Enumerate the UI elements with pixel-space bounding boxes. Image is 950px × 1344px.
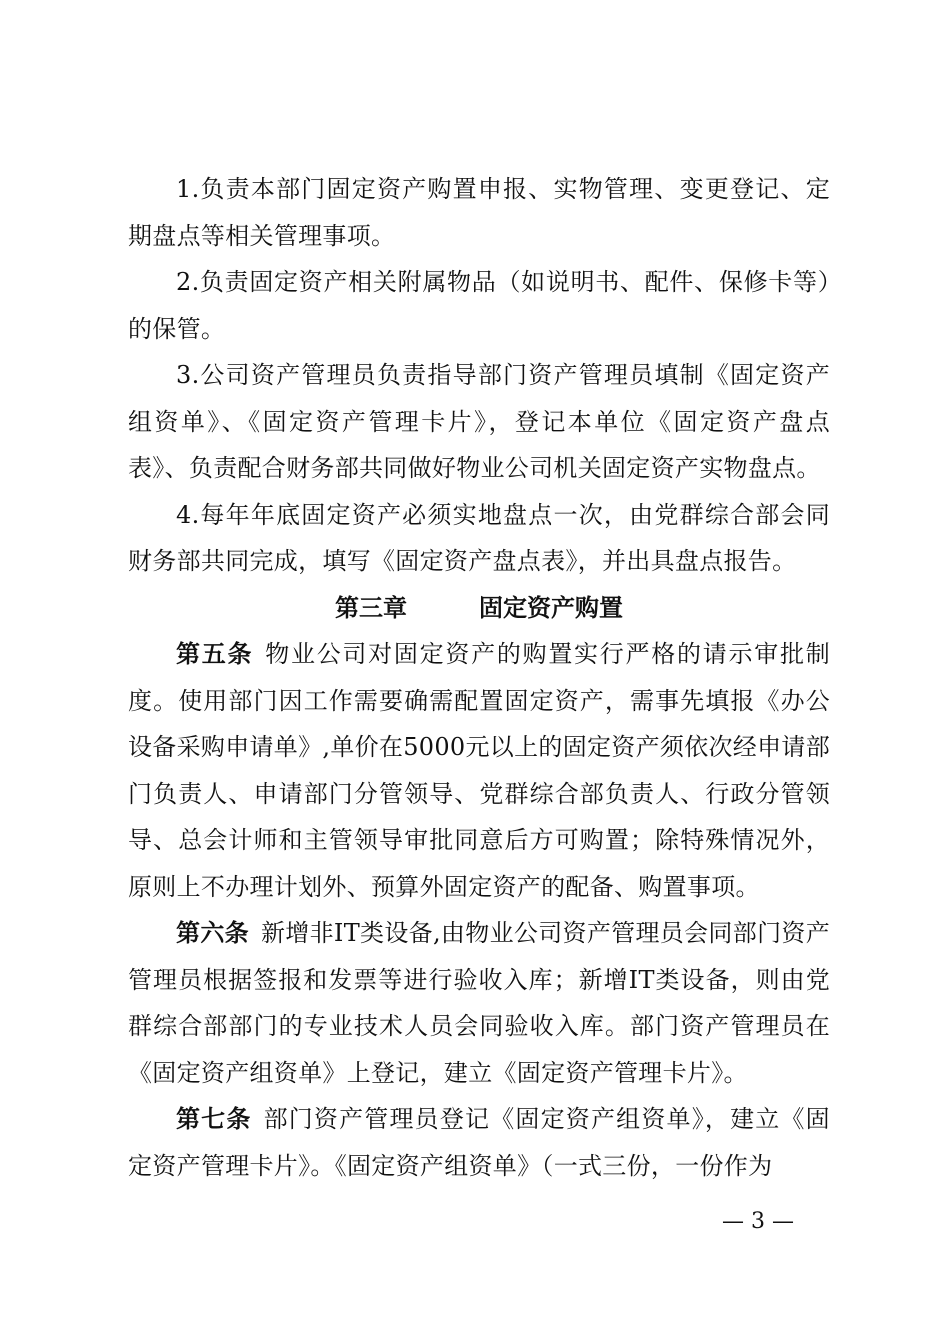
document-body bbox=[128, 166, 830, 1189]
article-text: 部门资产管理员登记《固定资产组资单》，建立《固定资产管理卡片》。《固定资产组资单》（一式三份，一份作为 bbox=[128, 1105, 830, 1180]
chapter-title: 固定资产购置 bbox=[479, 593, 623, 622]
article-6 bbox=[128, 910, 830, 1096]
page-number: — 3 — bbox=[722, 1209, 794, 1234]
article-5 bbox=[128, 631, 830, 910]
article-7 bbox=[128, 1096, 830, 1189]
article-text: 新增非IT类设备,由物业公司资产管理员会同部门资产管理员根据签报和发票等进行验收入库；新增IT类设备，则由党群综合部部门的专业技术人员会同验收入库。部门资产管理员在《固定资产组资单》上登记，建立《固定资产管理卡片》。 bbox=[128, 919, 830, 1087]
article-label: 第六条 bbox=[176, 919, 249, 947]
article-label: 第七条 bbox=[176, 1105, 252, 1133]
paragraph-duty-1: 1.负责本部门固定资产购置申报、实物管理、变更登记、定期盘点等相关管理事项。 bbox=[128, 175, 830, 250]
chapter-heading bbox=[128, 585, 830, 632]
chapter-number: 第三章 bbox=[335, 593, 407, 622]
paragraph-duty-4: 4.每年年底固定资产必须实地盘点一次，由党群综合部会同财务部共同完成，填写《固定资产盘点表》，并出具盘点报告。 bbox=[128, 500, 830, 575]
paragraph-duty-2: 2.负责固定资产相关附属物品（如说明书、配件、保修卡等）的保管。 bbox=[128, 268, 830, 343]
article-label: 第五条 bbox=[176, 640, 254, 668]
article-text: 物业公司对固定资产的购置实行严格的请示审批制度。使用部门因工作需要确需配置固定资产，需事先填报《办公设备采购申请单》,单价在5000元以上的固定资产须依次经申请部门负责人、申请部门分管领导、党群综合部负责人、行政分管领导、总会计师和主管领导审批同意后方可购置；除特殊情况外，原则上不办理计划外、预算外固定资产的配备、购置事项。 bbox=[128, 640, 831, 901]
paragraph-duty-3: 3.公司资产管理员负责指导部门资产管理员填制《固定资产组资单》、《固定资产管理卡片》，登记本单位《固定资产盘点表》、负责配合财务部共同做好物业公司机关固定资产实物盘点。 bbox=[128, 361, 830, 482]
